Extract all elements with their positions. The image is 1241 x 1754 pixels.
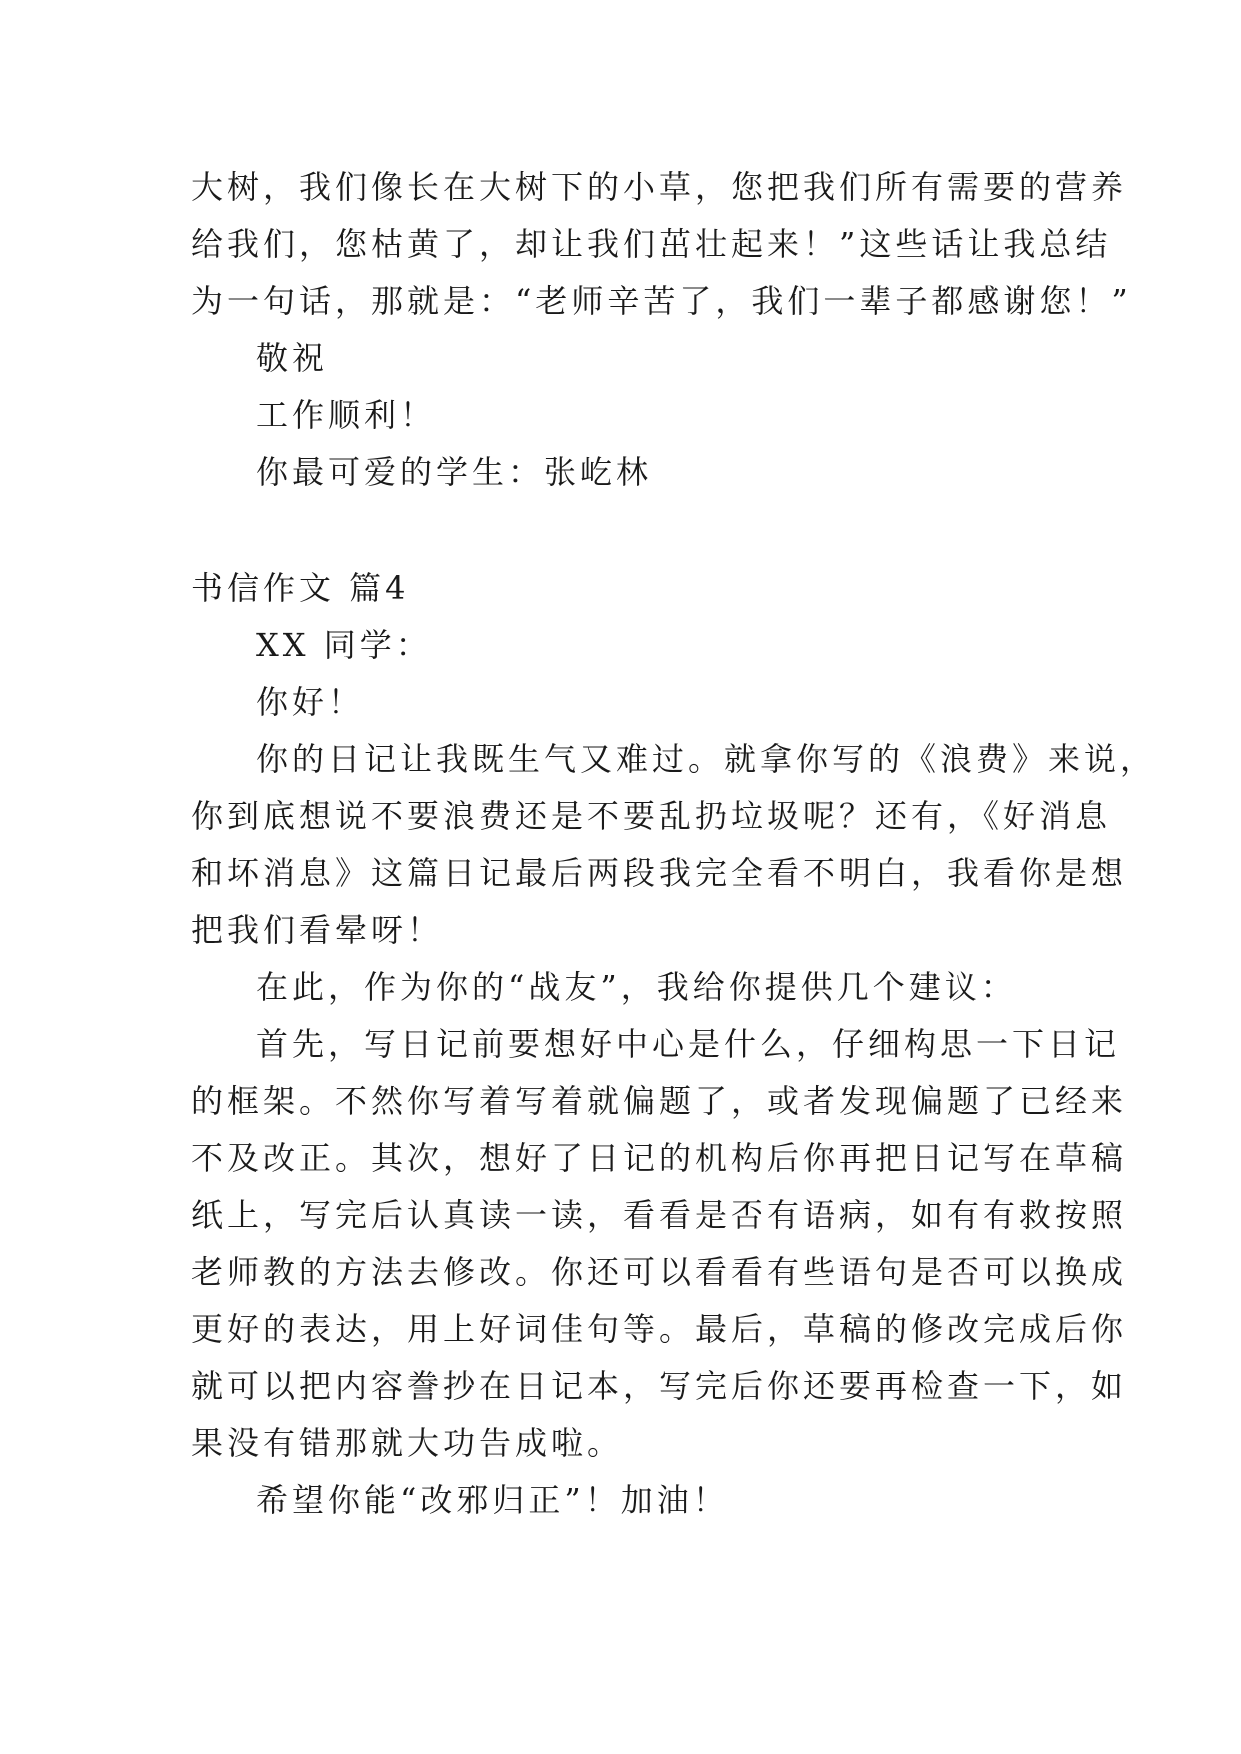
paragraph-line: 和坏消息》这篇日记最后两段我完全看不明白，我看你是想 [191,854,1128,892]
paragraph-line: 果没有错那就大功告成啦。 [191,1424,624,1462]
paragraph-line: 纸上，写完后认真读一读，看看是否有语病，如有有救按照 [191,1196,1128,1234]
paragraph-line: 在此，作为你的“战友”，我给你提供几个建议： [256,968,1017,1006]
greeting-line: 你好！ [256,683,365,721]
paragraph-line: 你到底想说不要浪费还是不要乱扔垃圾呢？还有，《好消息 [191,797,1112,835]
paragraph-line: 把我们看晕呀！ [191,911,444,949]
body-line: 给我们，您枯黄了，却让我们茁壮起来！”这些话让我总结 [191,225,1112,263]
wish-line: 工作顺利！ [256,396,437,434]
paragraph-line: 老师教的方法去修改。你还可以看看有些语句是否可以换成 [191,1253,1128,1291]
paragraph-line: 就可以把内容誊抄在日记本，写完后你还要再检查一下，如 [191,1367,1128,1405]
salutation-line: XX 同学： [256,626,432,664]
signature-line: 你最可爱的学生：张屹林 [256,453,653,491]
letter-body [191,617,1157,1529]
body-line: 大树，我们像长在大树下的小草，您把我们所有需要的营养 [191,168,1128,206]
paragraph-line: 更好的表达，用上好词佳句等。最后，草稿的修改完成后你 [191,1310,1128,1348]
closing-line: 敬祝 [256,339,329,377]
paragraph-line: 你的日记让我既生气又难过。就拿你写的《浪费》来说， [256,740,1157,778]
paragraph-line: 不及改正。其次，想好了日记的机构后你再把日记写在草稿 [191,1139,1128,1177]
paragraph-line: 的框架。不然你写着写着就偏题了，或者发现偏题了已经来 [191,1082,1128,1120]
body-line: 为一句话，那就是：“老师辛苦了，我们一辈子都感谢您！” [191,282,1132,320]
paragraph-line: 首先，写日记前要想好中心是什么，仔细构思一下日记 [256,1025,1121,1063]
paragraph-line: 希望你能“改邪归正”！加油！ [256,1481,729,1519]
section-title: 书信作文 篇4 [191,569,410,607]
previous-letter-ending [191,159,1132,501]
